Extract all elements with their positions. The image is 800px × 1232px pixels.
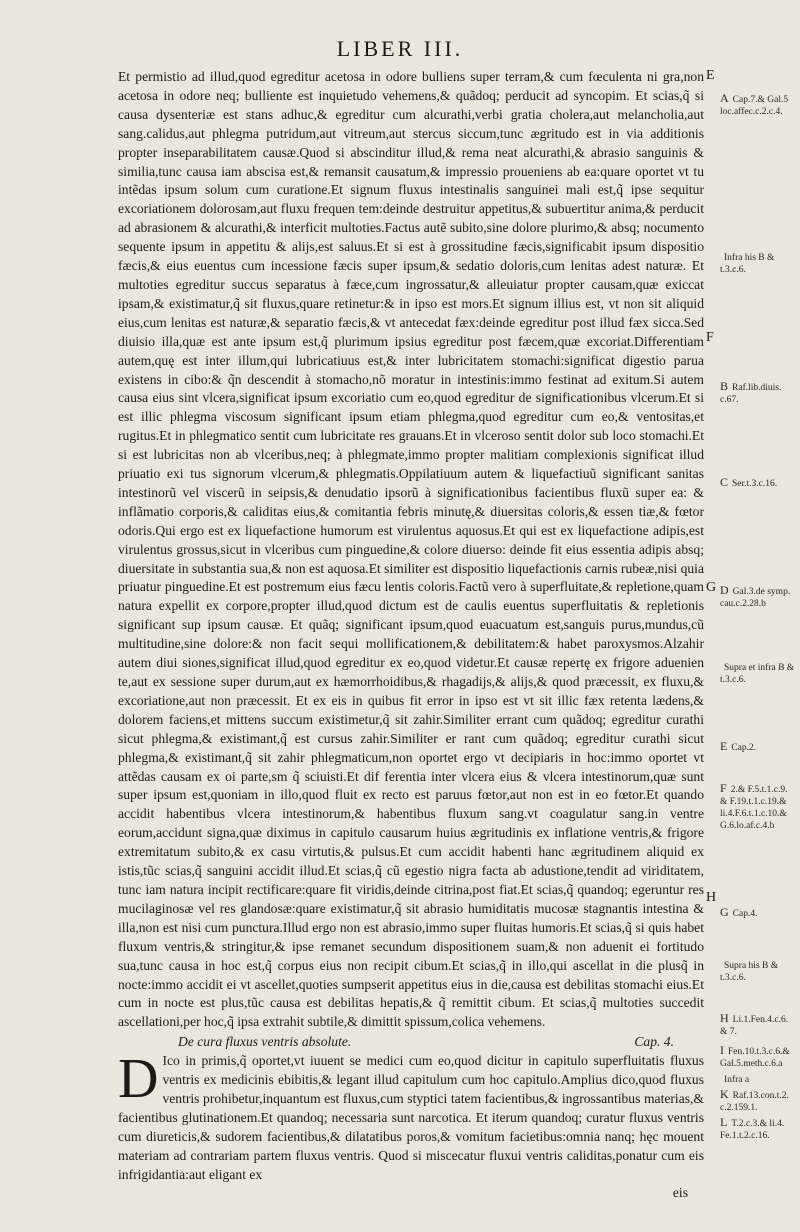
running-header: LIBER III. xyxy=(336,36,464,61)
sidenote: E Cap.2. xyxy=(720,739,757,753)
sidenote: I Fen.10.t.3.c.6.& Gal.5.meth.c.6.a xyxy=(720,1043,790,1069)
sidenote: Infra his B & t.3.c.6. xyxy=(720,253,775,275)
margin-letter-g: G xyxy=(706,580,717,595)
sidenote: Infra a xyxy=(724,1075,750,1085)
sidenote: B Raf.lib.diuis. c.67. xyxy=(720,379,782,405)
sidenote: Supra his B & t.3.c.6. xyxy=(720,961,779,983)
catchword: eis xyxy=(672,1185,688,1201)
sidenote: F 2.& F.5.t.1.c.9. & F.19.t.1.c.19.& li.4.F.6.t.1.c.10.& G.6.lo.af.c.4.b xyxy=(720,781,788,831)
sidenote: Supra et infra B & t.3.c.6. xyxy=(720,663,795,685)
sidenote: D Gal.3.de symp. cau.c.2.28.b xyxy=(720,583,791,609)
section-text: Ico in primis,q̃ oportet,vt iuuent se medici cum eo,quod dicitur in capitulo superfluitatis fluxus ventris ex medicinis ebibitis,& legant illud capitulum cum hoc capitulo.Amplius dico,quod fluxus ventris prohibetur,inquantum est fluxus,cum styptici tatem facientibus,& ingrossantibus materias,& facientibus glutinationem.Et quandoq; necessaria sunt narcotica. Et iterum quandoq; curatur fluxus ventris cum diureticis,& sudorem facientibus,& dilatatibus poros,& vomitum facietibus:omnia nanq; hęc mouent materiam ad contrariam partem fluxus ventris. Quod si miscecatur fluxui ventris caliditas,ponatur cum eis infrigidantia:aut eligant ex xyxy=(118,1053,704,1182)
chapter-number: Cap. 4. xyxy=(634,1034,674,1050)
section-heading xyxy=(118,1033,704,1052)
sidenote: A Cap.7.& Gal.5 loc.affec.c.2.c.4. xyxy=(720,91,789,117)
section-title: De cura fluxus ventris absolute. xyxy=(178,1034,352,1050)
sidenote: L T.2.c.3.& li.4. Fe.1.t.2.c.16. xyxy=(720,1115,785,1141)
margin-letter-h: H xyxy=(706,890,717,905)
main-text-block xyxy=(118,68,704,1201)
sidenote: C Ser.t.3.c.16. xyxy=(720,475,778,489)
paragraph-main: Et permistio ad illud,quod egreditur acetosa in odore bulliens super terram,& cum fœculenta ni gra,non acetosa in odore neq; bulliente est inquietudo vehemens,& quãdoq; perducit ad syncopim. Et scias,q̃ si causa dysenteriæ est stans adhuc,& egreditur cum alcurathi,verbi gratia cholera,aut melancholia,aut sang.calidus,aut phlegma putridum,aut vitreum,aut stercus siccum,tunc ægritudo est in via additionis propter inseparabilitatem causæ.Quod si abscinditur illud,& rema neat alcurathi,& abrasio sanguinis & similia,tunc causa iam abscisa est,& remansit causatum,& impressio proueniens ab ea:quare oportet vt tu intẽdas ipsum solum cum curatione.Et signum fluxus intestinalis sanguinei mali est,q̃ ipse sequitur excoriationem dolorosam,aut fluxu frequen tem:deinde destruitur appetitus,& subuertitur anima,& perducit ad abrasionem & alcurathi,& interficit multoties.Factus autẽ subito,sine dolore plurimo,& absq; nocumento sequente ipsum in appetitu & alijs,est saluus.Et si est à grossitudine fæcis,significabit ipsum dispositio fæcis,& eius euentus cum incessione fæcis super ipsum,& sedatio doloris,cum lenitas adest naturæ. Et multoties egreditur succus separatus à fæce,cum ingrossatur,& alleuiatur propter causam,quæ exiccat ipsam,& existimatur,q̃ sit fluxus,quare retinetur:& in ipso est mors.Et signum illius est, vt non sit aliquid eius,cum lenitas est naturæ,& separatio fæcis,& vt antecedat fæx:deinde egreditur post illud fæx sicca.Sed diuisio illa,quæ est ante ipsum est,q̃ plurimum ipsius egreditur post fæcem,quæ excoriat.Differentiam autem,quę est inter illum,qui lubricatiuus est,& inter lubricitatem stomachi:significat digestio parua existens in cibo:& q̃n descendit à stomacho,nõ moratur in intestinis:immo festinat ad exitum.Si autem causa eius sint vlcera,significat ipsum excoriatio cum eo,quod egreditur de significationibus vlcerum.Et si est illic phlegma viscosum significant ipsum etiam phlegma,quod egreditur cum eo,& ventositas,et rugitus.Et in phlegmatico sentit cum lubricitate res grauans.Et in vlceroso sentit dolor sub loco stomachi.Et si est lubricitas non ab vlceribus,neq; à phlegmate,immo propter malitiam complexionis significat illud priuatio exi tus signorum vlcerum,& phlegmatis.Oppilatiuum autem & liquefactiuũ significant sanitas intestinorũ vel viscerũ in seipsis,& denudatio ipsorũ à significationibus facientibus fluxũ super ea: & inflãmatio corporis,& caliditas eius,& comitantia febris minutę,& diuersitas coloris,& essen tiæ,& fœtor odoris.Qui ergo est ex liquefactione humorum est virulentus aquosus.Et qui est ex liquefactione adipis,est virulentus grossus,sicut in vlceribus cum pinguedine,& colore diuerso: deinde fit eius essentia adipis absq; diuersitate in substantia sua,& non est aquosa.Et similiter est dispositio liquefactionis carnis rubeæ,nisi quia priuatur pinguedine.Et est postremum eius fæcu lentis coloris.Factũ vero à superfluitate,& repletione,quam natura expellit ex corpore,propter illud,quod dictum est de caulis euentus superfluitatis & repletionis significant sup ipsum causæ. Et quãq; significant ipsum,quod euacuatum est,sanguis purus,mundus,cũ multitudine,sine dolore:& non facit sequi mollificationem,& debilitatem:& habet paroxysmos.Alzahir autem diui siones,significat illud,quod egreditur ex eo,quod videtur.Et causæ repertę ex frigore aduenien te,aut ex sessione super durum,aut ex hæmorrhoidibus,& rhagadijs,& alijs,& quod præcessit, ex fluxu,& excoriatione,aut non præcessit. Et ex eis in quibus fit error in ipso est vt sit illic fæx retenta lædens,& dolorem faciens,et mittens succum existimetur,q̃ sit zahir.Similiter errant cum quãdoq; egreditur curathi sicut phlegma,& existimant,q̃ est cursus zahir.Similiter er rant cum quãdoq; egreditur curathi sicut phlegma,& existimant,q̃ sit zahir phlegmaticum,non oportet ergo vt decipiaris in hoc:immo oportet vt attẽdas causam ex oi parte,sm q̃ sciuisti.Et dif ferentia inter vlcera eius & vlcera intestinorum,quæ sunt super ipsum est,quoniam in illo,quod fluit ex recto est paruus fœtor,aut non est in eo fœtor.Et quando accidit habentibus vlcera intestinorum,& habentibus fluxum sang.vt coagulatur sang.in ventre eorum,accidunt signa,quæ diximus in capitulo causarum huius ægritudinis ex inflatione ventris,& frigore extremitatum subito,& ex casu virtutis,& pulsus.Et cum accidit habenti hanc ægritudinem aliquid ex istis,tũc scias,q̃ sanguini accidit illud.Et scias,q̃ cũ egestio nigra facta ab adustione,tendit ad viriditatem, tunc iam natura incipit rectificare:quare fit viridis,deinde citrina,post fiat.Et scias,q̃ quandoq; egeruntur res mucilaginosæ vel res glandosæ:quare existimatur,q̃ sit abrasio humiditatis mucosæ stagnantis intestina & illa,non est nisi cum punctura.Illud ergo non est abrasio,immo super fluitas humoris.Et scias,q̃ si quis habet fluxum ventris,& stringitur,& ipse remanet secundum dispositionem suam,& non aduenit ei fortitudo sua,tunc causa in hoc est,q̃ corpus eius non recipit cibum.Et scias,q̃ in illo,qui ascellat in die plusq̃ in nocte:immo accidit ei vt ascellet,quoties sumpserit appetitus eius in die,causa est debilitas stomachi eius.Et cum in nocte est plus,tũc causa est debilitas hepatis,& q̃ remittit cibum. Et scias,q̃ multoties succedit ascellationi,per hoc,q̃ ipsa extrahit subtile,& dimittit spissum,colica vehemens. xyxy=(118,69,704,1030)
sidenote: G Cap.4. xyxy=(720,905,758,919)
sidenote: H Li.1.Fen.4.c.6. & 7. xyxy=(720,1011,789,1037)
margin-letter-e: E xyxy=(706,68,715,83)
margin-letter-f: F xyxy=(706,330,714,345)
drop-cap: D xyxy=(118,1048,159,1111)
sidenote: K Raf.13.con.t.2. c.2.159.1. xyxy=(720,1087,789,1113)
paragraph-section xyxy=(118,1048,704,1184)
